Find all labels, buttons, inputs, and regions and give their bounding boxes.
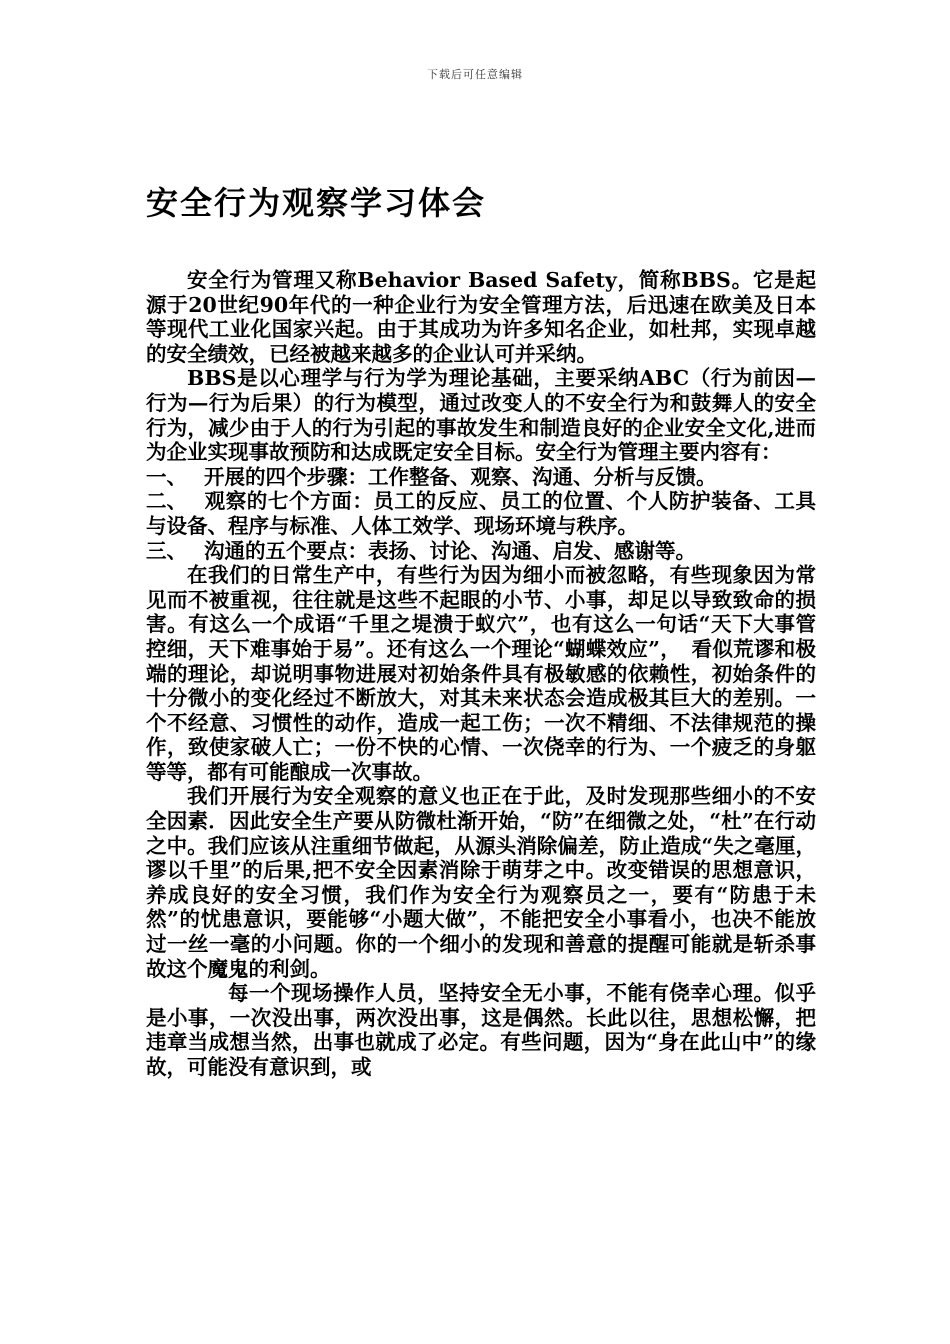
list-item-text: 观察的七个方面：员工的反应、员工的位置、个人防护装备、工具与设备、程序与标准、人体工效学、现场环境与秩序。 <box>146 489 816 538</box>
paragraph-intro: 安全行为管理又称Behavior Based Safety，简称BBS。它是起源于20世纪90年代的一种企业行为安全管理方法，后迅速在欧美及日本等现代工业化国家兴起。由于其成功为许多知名企业，如杜邦，实现卓越的安全绩效，已经被越来越多的企业认可并采纳。 <box>146 268 816 366</box>
list-item-text: 沟通的五个要点：表扬、讨论、沟通、启发、感谢等。 <box>204 538 696 563</box>
list-item <box>146 539 816 564</box>
list-item <box>146 489 816 538</box>
document-title: 安全行为观察学习体会 <box>146 184 487 222</box>
paragraph-bbs-theory: BBS是以心理学与行为学为理论基础，主要采纳ABC（行为前因—行为—行为后果）的行为模型，通过改变人的不安全行为和鼓舞人的安全行为，减少由于人的行为引起的事故发生和制造良好的企业安全文化,进而为企业实现事故预防和达成既定安全目标。安全行为管理主要内容有： <box>146 366 816 465</box>
list-item-number: 三、 <box>146 538 187 563</box>
paragraph-observation-meaning: 我们开展行为安全观察的意义也正在于此，及时发现那些细小的不安全因素．因此安全生产要从防微杜渐开始，“防”在细微之处，“杜”在行动之中。我们应该从注重细节做起，从源头消除偏差，防止造成“失之毫厘，谬以千里”的后果,把不安全因素消除于萌芽之中。改变错误的思想意识，养成良好的安全习惯，我们作为安全行为观察员之一，要有“防患于未然”的忧患意识，要能够“小题大做”，不能把安全小事看小，也决不能放过一丝一毫的小问题。你的一个细小的发现和善意的提醒可能就是斩杀事故这个魔鬼的利剑。 <box>146 784 816 981</box>
list-item-text: 开展的四个步骤：工作整备、观察、沟通、分析与反馈。 <box>204 464 717 489</box>
page-header: 下载后可任意编辑 <box>427 68 523 81</box>
list-item-number: 一、 <box>146 464 187 489</box>
paragraph-daily-production: 在我们的日常生产中，有些行为因为细小而被忽略，有些现象因为常见而不被重视，往往就是这些不起眼的小节、小事，却足以导致致命的损害。有这么一个成语“千里之堤溃于蚁穴”，也有这么一句话“天下大事管控细，天下难事始于易”。还有这么一个理论“蝴蝶效应”， 看似荒谬和极端的理论，却说明事物进展对初始条件具有极敏感的依赖性，初始条件的十分微小的变化经过不断放大，对其未来状态会造成极其巨大的差别。一个不经意、习惯性的动作，造成一起工伤；一次不精细、不法律规范的操作，致使家破人亡；一份不快的心情、一次侥幸的行为、一个疲乏的身躯等等，都有可能酿成一次事故。 <box>146 563 816 784</box>
paragraph-operators: 每一个现场操作人员，坚持安全无小事，不能有侥幸心理。似乎是小事，一次没出事，两次没出事，这是偶然。长此以往，思想松懈，把违章当成想当然，出事也就成了必定。有些问题，因为“身在此山中”的缘故，可能没有意识到，或 <box>146 981 816 1079</box>
list-item-number: 二、 <box>146 489 187 514</box>
document-body <box>146 268 816 1080</box>
list-item <box>146 465 816 490</box>
